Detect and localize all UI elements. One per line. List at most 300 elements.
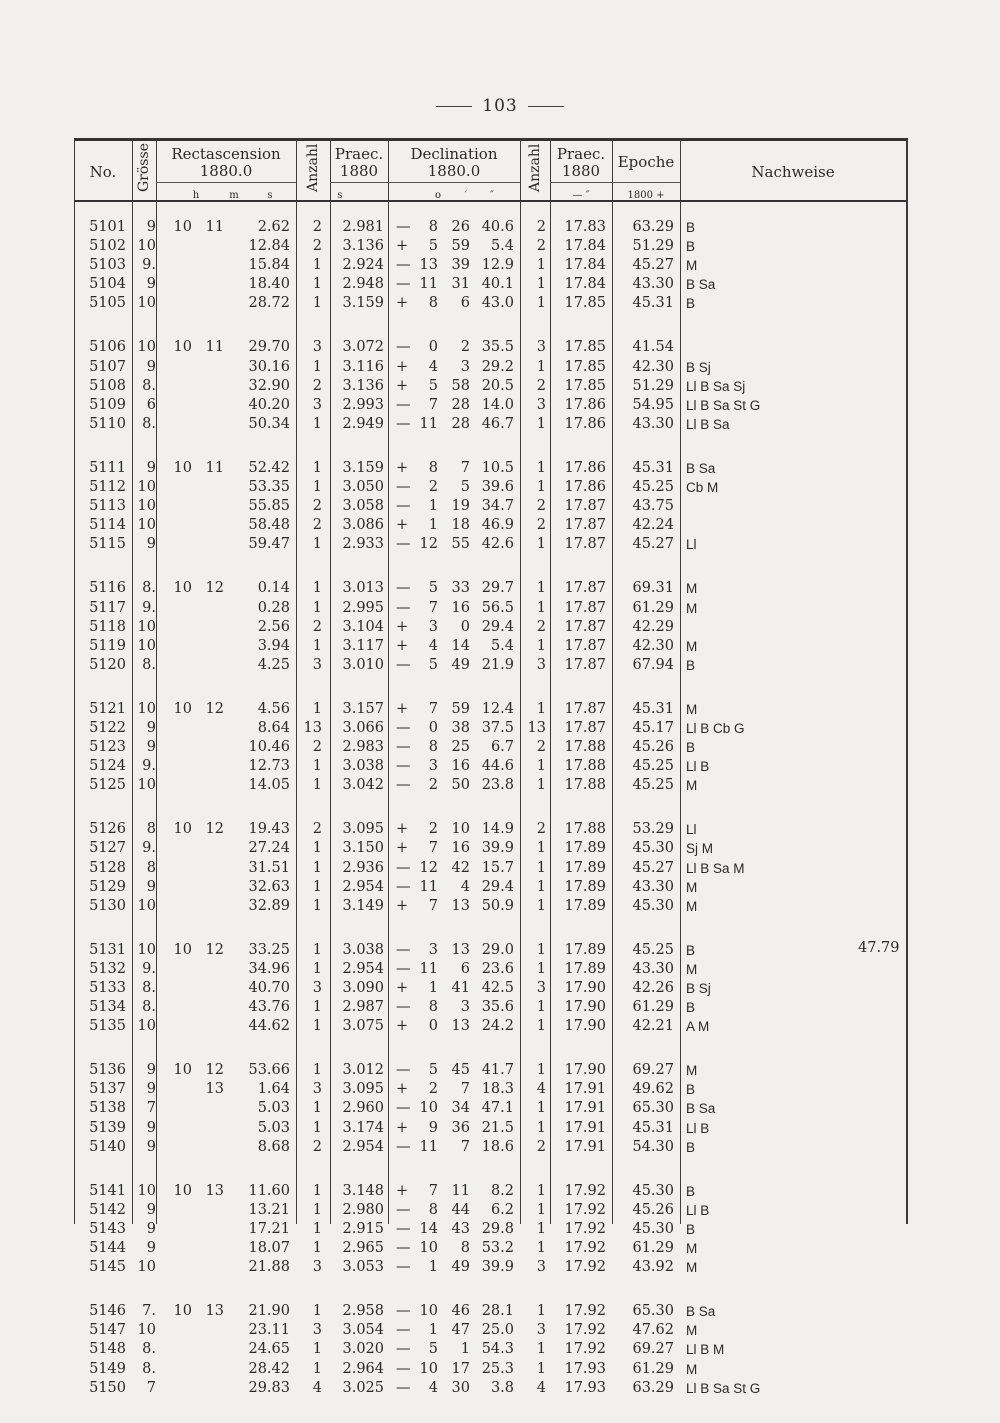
cell-no: 5148: [89, 1341, 126, 1358]
cell-dec-sec: 10.5: [481, 459, 514, 476]
cell-dec-deg: 12: [419, 536, 438, 553]
cell-anzahl-2: 1: [536, 777, 546, 794]
cell-groesse: 8.: [142, 580, 156, 597]
cell-ra-s: 58.48: [248, 517, 290, 534]
cell-anzahl: 2: [312, 498, 322, 515]
cell-epoche: 69.27: [632, 1062, 674, 1079]
cell-epoche: 42.30: [632, 637, 674, 654]
cell-dec-deg: 3: [428, 618, 438, 635]
cell-praec: 3.090: [342, 980, 384, 996]
cell-dec-min: 7: [460, 459, 470, 476]
table-row: [74, 1239, 908, 1258]
cell-dec-deg: 10: [419, 1360, 438, 1377]
cell-praec: 2.965: [342, 1240, 384, 1257]
cell-dec-min: 0: [460, 618, 470, 635]
cell-no: 5146: [89, 1303, 126, 1320]
cell-ra-s: 13.21: [248, 1201, 290, 1218]
cell-anzahl: 1: [312, 295, 322, 312]
cell-ra-s: 55.85: [248, 498, 290, 515]
cell-nachweise: B: [686, 1139, 696, 1155]
cell-praec-2: 17.84: [564, 276, 606, 293]
cell-groesse: 9: [146, 1119, 156, 1136]
cell-anzahl: 1: [312, 580, 322, 597]
cell-no: 5142: [89, 1201, 126, 1218]
cell-epoche: 69.27: [632, 1341, 674, 1358]
cell-praec: 3.086: [342, 517, 384, 534]
cell-groesse: 9.: [142, 758, 156, 775]
cell-dec-sec: 5.4: [490, 637, 514, 654]
cell-praec-2: 17.87: [564, 656, 606, 673]
cell-nachweise: B: [686, 1082, 696, 1098]
cell-praec-2: 17.87: [564, 599, 606, 616]
cell-nachweise: M: [686, 1260, 698, 1276]
row-group: [74, 459, 908, 554]
cell-dec-sec: 44.6: [481, 758, 514, 775]
cell-dec-sign: +: [396, 238, 409, 255]
cell-groesse: 8.: [142, 656, 156, 673]
cell-no: 5117: [89, 599, 126, 616]
cell-dec-deg: 10: [419, 1303, 438, 1320]
cell-no: 5135: [89, 1018, 126, 1035]
cell-dec-deg: 2: [428, 777, 438, 794]
cell-dec-sec: 50.9: [481, 897, 514, 914]
cell-dec-sec: 15.7: [481, 859, 514, 876]
cell-praec: 3.050: [342, 479, 384, 496]
header-praec-unit: s: [337, 190, 343, 201]
cell-anzahl: 3: [312, 1259, 322, 1276]
cell-groesse: 9.: [142, 257, 156, 274]
cell-anzahl-2: 1: [536, 1341, 546, 1358]
cell-dec-deg: 13: [419, 257, 438, 274]
cell-anzahl-2: 2: [536, 219, 546, 235]
cell-dec-sec: 14.0: [481, 396, 514, 413]
cell-anzahl: 1: [312, 358, 322, 375]
cell-praec-2: 17.85: [564, 358, 606, 375]
cell-dec-deg: 7: [428, 396, 438, 413]
cell-dec-deg: 4: [428, 358, 438, 375]
cell-dec-min: 7: [460, 1081, 470, 1098]
cell-praec: 3.095: [342, 1081, 384, 1098]
cell-praec-2: 17.92: [564, 1201, 606, 1218]
cell-groesse: 7.: [142, 1303, 156, 1320]
cell-dec-sign: —: [396, 739, 411, 756]
cell-groesse: 10: [137, 339, 156, 356]
table-row: [74, 1119, 908, 1138]
cell-praec: 3.020: [342, 1341, 384, 1358]
cell-anzahl-2: 1: [536, 897, 546, 914]
cell-anzahl-2: 1: [536, 859, 546, 876]
table-row: [74, 1258, 908, 1277]
cell-dec-sign: —: [396, 339, 411, 356]
cell-dec-sec: 35.6: [481, 999, 514, 1016]
cell-praec: 3.149: [342, 897, 384, 914]
cell-praec-2: 17.83: [564, 219, 606, 235]
cell-praec: 3.066: [342, 719, 384, 736]
cell-no: 5118: [89, 618, 126, 635]
table-row: [74, 700, 908, 719]
cell-no: 5114: [89, 517, 126, 534]
cell-dec-sign: +: [396, 618, 409, 635]
cell-praec: 3.042: [342, 777, 384, 794]
cell-anzahl: 1: [312, 999, 322, 1016]
cell-dec-deg: 11: [419, 415, 438, 432]
cell-anzahl-2: 1: [536, 599, 546, 616]
cell-nachweise: Ll B: [686, 1120, 710, 1136]
cell-dec-sec: 29.0: [481, 941, 514, 958]
cell-dec-sign: —: [396, 257, 411, 274]
cell-no: 5112: [89, 479, 126, 496]
cell-praec-2: 17.92: [564, 1303, 606, 1320]
cell-dec-deg: 14: [419, 1220, 438, 1237]
table-row: [74, 878, 908, 897]
cell-ra-m: 13: [205, 1081, 224, 1098]
cell-epoche: 43.30: [632, 276, 674, 293]
cell-groesse: 9: [146, 459, 156, 476]
cell-anzahl: 1: [312, 941, 322, 958]
cell-praec: 2.915: [342, 1220, 384, 1237]
cell-dec-sec: 12.9: [481, 257, 514, 274]
cell-anzahl: 3: [312, 339, 322, 356]
cell-no: 5138: [89, 1100, 126, 1117]
cell-praec-2: 17.89: [564, 878, 606, 895]
table-row: [74, 637, 908, 656]
cell-dec-sec: 29.2: [481, 358, 514, 375]
cell-praec: 3.116: [342, 358, 384, 375]
cell-dec-min: 59: [451, 238, 470, 255]
cell-nachweise: M: [686, 1063, 698, 1079]
cell-no: 5115: [89, 536, 126, 553]
cell-anzahl: 1: [312, 1062, 322, 1079]
cell-dec-sec: 41.7: [481, 1062, 514, 1079]
cell-anzahl: 1: [312, 1360, 322, 1377]
cell-praec: 3.038: [342, 941, 384, 958]
cell-groesse: 9: [146, 719, 156, 736]
cell-ra-s: 50.34: [248, 415, 290, 432]
cell-dec-deg: 11: [419, 960, 438, 977]
cell-no: 5141: [89, 1182, 126, 1199]
cell-dec-sign: —: [396, 479, 411, 496]
cell-praec: 3.159: [342, 295, 384, 312]
cell-praec: 3.095: [342, 821, 384, 838]
cell-anzahl-2: 1: [536, 1119, 546, 1136]
cell-ra-m: 12: [205, 941, 224, 958]
cell-ra-h: 10: [173, 1182, 192, 1199]
praec2-subrule: [550, 182, 612, 183]
cell-dec-sign: —: [396, 1201, 411, 1218]
cell-ra-s: 34.96: [248, 960, 290, 977]
table-row: [74, 1061, 908, 1080]
cell-anzahl-2: 3: [536, 656, 546, 673]
cell-ra-s: 1.64: [257, 1081, 290, 1098]
cell-dec-min: 7: [460, 1138, 470, 1155]
cell-epoche: 42.30: [632, 358, 674, 375]
cell-groesse: 9: [146, 1220, 156, 1237]
cell-epoche: 43.30: [632, 415, 674, 432]
cell-dec-sign: —: [396, 1259, 411, 1276]
cell-dec-sec: 5.4: [490, 238, 514, 255]
cell-anzahl-2: 3: [536, 1322, 546, 1339]
cell-ra-s: 33.25: [248, 941, 290, 958]
cell-groesse: 9: [146, 219, 156, 235]
cell-groesse: 10: [137, 479, 156, 496]
cell-anzahl: 1: [312, 859, 322, 876]
cell-groesse: 6: [146, 396, 156, 413]
header-praec2-year: 1880: [561, 162, 601, 180]
cell-dec-sign: —: [396, 498, 411, 515]
cell-praec: 2.954: [342, 878, 384, 895]
cell-ra-m: 12: [205, 700, 224, 717]
cell-dec-sec: 29.4: [481, 618, 514, 635]
cell-ra-s: 8.64: [257, 719, 290, 736]
cell-ra-s: 2.62: [257, 219, 290, 235]
cell-dec-deg: 8: [428, 295, 438, 312]
cell-anzahl-2: 1: [536, 257, 546, 274]
header-ra-s: s: [267, 190, 273, 201]
cell-groesse: 9.: [142, 960, 156, 977]
cell-dec-sec: 40.6: [481, 219, 514, 235]
cell-nachweise: Ll B Sa Sj: [686, 378, 746, 394]
table-row: [74, 535, 908, 554]
cell-ra-s: 43.76: [248, 999, 290, 1016]
dec-subrule: [388, 182, 520, 183]
cell-praec-2: 17.87: [564, 580, 606, 597]
cell-no: 5128: [89, 859, 126, 876]
cell-no: 5119: [89, 637, 126, 654]
cell-ra-m: 12: [205, 580, 224, 597]
header-anzahl-2: Anzahl: [527, 143, 543, 192]
table-row: [74, 618, 908, 637]
cell-dec-deg: 8: [428, 739, 438, 756]
cell-groesse: 9: [146, 1138, 156, 1155]
cell-no: 5116: [89, 580, 126, 597]
cell-dec-sign: —: [396, 396, 411, 413]
cell-dec-min: 10: [451, 821, 470, 838]
table-row: [74, 1138, 908, 1157]
cell-anzahl: 1: [312, 257, 322, 274]
cell-praec-2: 17.92: [564, 1341, 606, 1358]
cell-anzahl: 1: [312, 878, 322, 895]
cell-dec-sign: +: [396, 700, 409, 717]
cell-dec-sign: +: [396, 637, 409, 654]
cell-praec: 3.010: [342, 656, 384, 673]
cell-nachweise: B: [686, 1000, 696, 1016]
cell-dec-sec: 8.2: [490, 1182, 514, 1199]
cell-ra-s: 27.24: [248, 840, 290, 857]
table-row: [74, 738, 908, 757]
cell-nachweise: M: [686, 600, 698, 616]
cell-anzahl: 2: [312, 238, 322, 255]
cell-no: 5125: [89, 777, 126, 794]
cell-nachweise: M: [686, 638, 698, 654]
cell-anzahl-2: 2: [536, 1138, 546, 1155]
cell-anzahl-2: 1: [536, 840, 546, 857]
cell-ra-s: 0.14: [257, 580, 290, 597]
cell-dec-sec: 20.5: [481, 377, 514, 394]
cell-dec-min: 47: [451, 1322, 470, 1339]
cell-ra-s: 15.84: [248, 257, 290, 274]
table-row: [74, 719, 908, 738]
cell-dec-sign: +: [396, 295, 409, 312]
cell-dec-min: 8: [460, 1240, 470, 1257]
cell-praec: 2.948: [342, 276, 384, 293]
cell-anzahl-2: 1: [536, 415, 546, 432]
table-row: [74, 256, 908, 275]
cell-anzahl-2: 3: [536, 396, 546, 413]
cell-dec-sign: —: [396, 1220, 411, 1237]
cell-praec-2: 17.88: [564, 777, 606, 794]
cell-groesse: 9: [146, 878, 156, 895]
cell-anzahl: 2: [312, 821, 322, 838]
cell-dec-sec: 23.6: [481, 960, 514, 977]
cell-epoche: 45.26: [632, 1201, 674, 1218]
table-row: [74, 757, 908, 776]
table-row: [74, 960, 908, 979]
cell-dec-deg: 4: [428, 637, 438, 654]
table-row: [74, 897, 908, 916]
cell-dec-deg: 11: [419, 1138, 438, 1155]
cell-ra-s: 4.56: [257, 700, 290, 717]
cell-nachweise: B: [686, 740, 696, 756]
cell-epoche: 45.31: [632, 459, 674, 476]
cell-ra-s: 23.11: [248, 1322, 290, 1339]
cell-no: 5126: [89, 821, 126, 838]
cell-dec-sign: +: [396, 897, 409, 914]
cell-dec-deg: 0: [428, 719, 438, 736]
header-ra-epoch: 1880.0: [199, 162, 253, 180]
cell-praec: 2.993: [342, 396, 384, 413]
cell-dec-min: 49: [451, 1259, 470, 1276]
cell-epoche: 45.30: [632, 840, 674, 857]
table-row: [74, 579, 908, 598]
cell-ra-s: 53.35: [248, 479, 290, 496]
cell-epoche: 67.94: [632, 656, 674, 673]
table-row: [74, 859, 908, 878]
cell-dec-deg: 8: [428, 1201, 438, 1218]
cell-dec-min: 59: [451, 700, 470, 717]
cell-praec: 2.954: [342, 960, 384, 977]
cell-anzahl: 1: [312, 599, 322, 616]
cell-ra-s: 59.47: [248, 536, 290, 553]
cell-dec-deg: 7: [428, 1182, 438, 1199]
table-body: [74, 218, 908, 1423]
cell-dec-sign: +: [396, 840, 409, 857]
cell-dec-sign: —: [396, 656, 411, 673]
cell-epoche: 45.27: [632, 859, 674, 876]
cell-dec-deg: 1: [428, 517, 438, 534]
cell-no: 5140: [89, 1138, 126, 1155]
cell-epoche: 45.25: [632, 479, 674, 496]
cell-nachweise: B: [686, 220, 696, 235]
cell-epoche: 49.62: [632, 1081, 674, 1098]
cell-no: 5144: [89, 1240, 126, 1257]
cell-dec-sec: 54.3: [481, 1341, 514, 1358]
cell-dec-sec: 18.6: [481, 1138, 514, 1155]
cell-epoche: 51.29: [632, 238, 674, 255]
cell-dec-sign: —: [396, 580, 411, 597]
cell-dec-sec: 42.5: [481, 980, 514, 996]
cell-praec: 3.174: [342, 1119, 384, 1136]
header-no: No.: [89, 163, 117, 181]
header-praec2-unit: — ″: [572, 190, 590, 201]
cell-nachweise: B Sj: [686, 981, 711, 996]
cell-dec-min: 3: [460, 999, 470, 1016]
cell-ra-s: 8.68: [257, 1138, 290, 1155]
cell-praec: 2.964: [342, 1360, 384, 1377]
cell-praec: 3.136: [342, 377, 384, 394]
cell-anzahl: 2: [312, 219, 322, 235]
cell-dec-deg: 1: [428, 1259, 438, 1276]
cell-dec-deg: 8: [428, 999, 438, 1016]
cell-dec-sign: +: [396, 1119, 409, 1136]
cell-ra-s: 18.07: [248, 1240, 290, 1257]
cell-praec-2: 17.87: [564, 719, 606, 736]
cell-dec-sec: 24.2: [481, 1018, 514, 1035]
cell-dec-sec: 14.9: [481, 821, 514, 838]
cell-nachweise: Ll B Cb G: [686, 720, 745, 736]
cell-anzahl: 1: [312, 459, 322, 476]
cell-epoche: 42.24: [632, 517, 674, 534]
cell-dec-sec: 39.9: [481, 1259, 514, 1276]
cell-praec-2: 17.90: [564, 999, 606, 1016]
cell-ra-s: 30.16: [248, 358, 290, 375]
cell-groesse: 9: [146, 276, 156, 293]
cell-epoche: 42.26: [632, 980, 674, 996]
header-dec-min: ′: [464, 190, 468, 201]
cell-nachweise: Sj M: [686, 841, 713, 857]
cell-praec-2: 17.89: [564, 941, 606, 958]
cell-epoche: 45.31: [632, 1119, 674, 1136]
cell-nachweise: M: [686, 258, 698, 274]
cell-ra-h: 10: [173, 339, 192, 356]
table-row: [74, 1201, 908, 1220]
page-number-right-rule: [528, 106, 564, 107]
cell-epoche: 65.30: [632, 1303, 674, 1320]
table-row: [74, 1379, 908, 1398]
cell-praec-2: 17.92: [564, 1259, 606, 1276]
cell-anzahl-2: 1: [536, 700, 546, 717]
table-row: [74, 1360, 908, 1379]
cell-dec-sign: —: [396, 219, 411, 235]
cell-dec-min: 6: [460, 295, 470, 312]
cell-ra-s: 40.70: [248, 980, 290, 996]
cell-ra-s: 21.88: [248, 1259, 290, 1276]
cell-praec: 3.117: [342, 637, 384, 654]
cell-dec-sign: —: [396, 276, 411, 293]
cell-no: 5108: [89, 377, 126, 394]
cell-praec-2: 17.87: [564, 536, 606, 553]
table-row: [74, 415, 908, 434]
cell-praec: 3.013: [342, 580, 384, 597]
cell-dec-min: 36: [451, 1119, 470, 1136]
cell-dec-sec: 18.3: [481, 1081, 514, 1098]
cell-epoche: 61.29: [632, 599, 674, 616]
cell-praec: 3.157: [342, 700, 384, 717]
header-praec2-title: Praec.: [556, 145, 606, 163]
cell-nachweise: Ll B Sa M: [686, 860, 745, 876]
header-dec-epoch: 1880.0: [427, 162, 481, 180]
cell-epoche: 61.29: [632, 1360, 674, 1377]
cell-ra-s: 19.43: [248, 821, 290, 838]
cell-praec: 3.148: [342, 1182, 384, 1199]
cell-no: 5111: [89, 459, 126, 476]
table-row: [74, 1321, 908, 1340]
cell-anzahl: 2: [312, 1138, 322, 1155]
cell-groesse: 10: [137, 897, 156, 914]
cell-no: 5106: [89, 339, 126, 356]
cell-dec-min: 16: [451, 599, 470, 616]
cell-dec-sign: +: [396, 821, 409, 838]
cell-no: 5127: [89, 840, 126, 857]
